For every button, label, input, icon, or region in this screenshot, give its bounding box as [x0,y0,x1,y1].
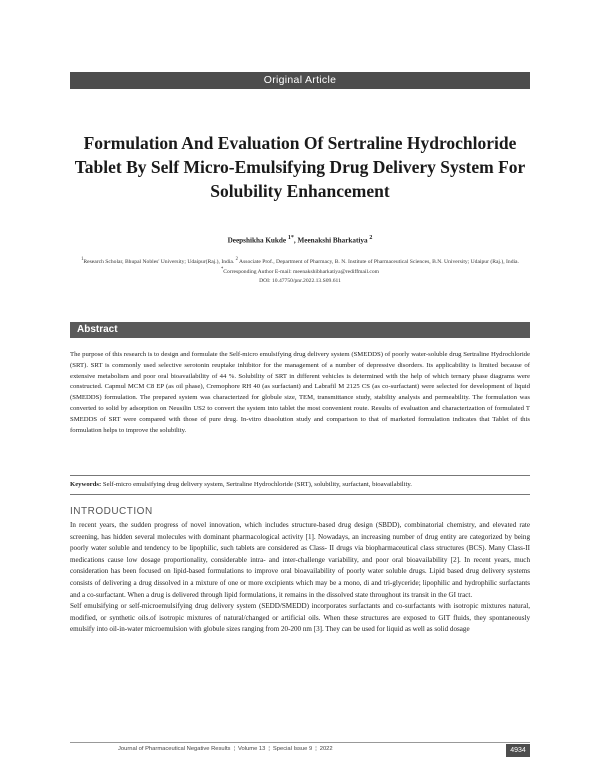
divider [70,475,530,476]
page-number: 4934 [506,744,530,757]
author-separator: , [293,236,298,245]
affiliation-line [78,256,522,266]
footer-citation [118,746,333,752]
affiliation-text: Associate Prof., Department of Pharmacy, B. N. Institute of Pharmaceutical Sciences, B.N. University; Udaipur (Raj.), India. [237,258,519,265]
affiliation-text: Research Scholar, Bhupal Nobles' University; Udaipur(Raj.), India. [83,258,236,265]
affiliation-superscript: * [220,267,224,273]
affiliation-superscript: 1 [81,257,84,262]
footer-separator: ¦ [233,746,235,752]
divider [70,494,530,495]
paragraph: In recent years, the sudden progress of novel innovation, which includes structure-based drug design (SBDD), combinatorial chemistry, and elevated rate screening, has hidden several molecules with dominant pharmacological activity [1]. Nowadays, an increasing number of drug entity are categorized by being poorly water soluble and tendency to be lipophilic, such tablets are considered as Class- II drugs via biopharmaceutical class structures (BCS). Many Class-II medications cause low dosage proportionality, considerable intra- and inter-challenge variability, and poor oral bioavailability [2]. In recent years, much consideration has been focused on lipid-based formulations to improve oral bioavailability of poorly water soluble drugs. Lipid based drug delivery systems consists of delivering a drug dissolved in a mixture of one or more excipients which may be a mono, di and tri-glyceride; lipophilic and hydrophilic surfactants and a co-surfactant. When a drug is delivered through lipid formulations, it remains in the dissolved state throughout its transit in the GI tract. [70,521,530,599]
author-name: Deepshikha Kukde [227,236,288,245]
footer-journal: Journal of Pharmaceutical Negative Results [118,746,231,752]
footer-separator: ¦ [315,746,317,752]
corresponding-author [78,266,522,276]
affiliation-superscript: 2 [235,257,238,262]
paragraph: Self emulsifying or self-microemulsifying drug delivery system (SEDD/SMEDD) incorporates surfactants and co-surfactants with isotropic mixtures natural, modified, or synthetic oils.of isotropic mixtures of natural/changed or artificial oils. When these structures are exposed to GIT fluids, they spontaneously emulsify into oil-in-water microemulsion with globule sizes ranging from 20-200 nm [3]. They can be used for liquid as well as solid dosage [70,602,530,634]
author-name: Meenakshi Bharkatiya [297,236,370,245]
paper-title: Formulation And Evaluation Of Sertraline Hydrochloride Tablet By Self Micro-Emulsifying Drug Delivery System For Solubility Enhancement [74,133,526,201]
introduction-body [70,520,530,636]
article-type-label: Original Article [263,74,337,86]
author-list [70,235,530,244]
corresponding-email: Corresponding Author E-mail: meenakshibharkatiya@rediffmail.com [223,269,380,276]
author-superscript: 2 [369,235,373,241]
footer-year: 2022 [319,746,333,752]
abstract-body: The purpose of this research is to design and formulate the Self-micro emulsifying drug delivery system (SMEDDS) of poorly water-soluble drug Sertraline Hydrochloride (SRT). SRT is commonly used selective serotonin reuptake inhibitor for the management of a number of depressive disorders. Its applicability is limited because of extensive metabolism and poor oral bioavailability of 44 %. Solubility of SRT in different vehicles is determined with the help of which ternary phase diagrams were constructed. Capmul MCM C8 EP (as oil phase), Cremophore RH 40 (as surfactant) and Labrafil M 2125 CS (as co-surfactant) were selected for development of liquid (SMEDDS) formulation. The prepared system was characterized for globule size, TEM, transmittance study, stability analysis and permeability. The formulation was converted to solid by adsorption on Neusilin US2 to convert the system into tablet the most convenient route. Results of evaluation and characterization of formulated T SMEDDS of SRT were compared with those of pure drug. In-vitro dissolution study and comparison to that of marketed formulation indicates that Tablet of this formulation helps to improve the solubility. [70,351,530,434]
footer-volume: Volume 13 [237,746,266,752]
keywords [70,480,530,490]
section-heading-introduction: INTRODUCTION [70,506,153,517]
page-footer [70,742,530,757]
footer-issue: Special Issue 9 [272,746,313,752]
footer-separator: ¦ [268,746,270,752]
author-superscript: 1* [287,235,294,241]
abstract-heading: Abstract [70,322,530,338]
affiliations [78,256,522,286]
keywords-text: Self-micro emulsifying drug delivery system, Sertraline Hydrochloride (SRT), solubility, surfactant, bioavailability. [101,481,412,488]
article-type-banner [70,72,530,89]
doi: DOI: 10.47750/pnr.2022.13.S09.611 [259,277,341,284]
keywords-label: Keywords: [70,481,102,488]
